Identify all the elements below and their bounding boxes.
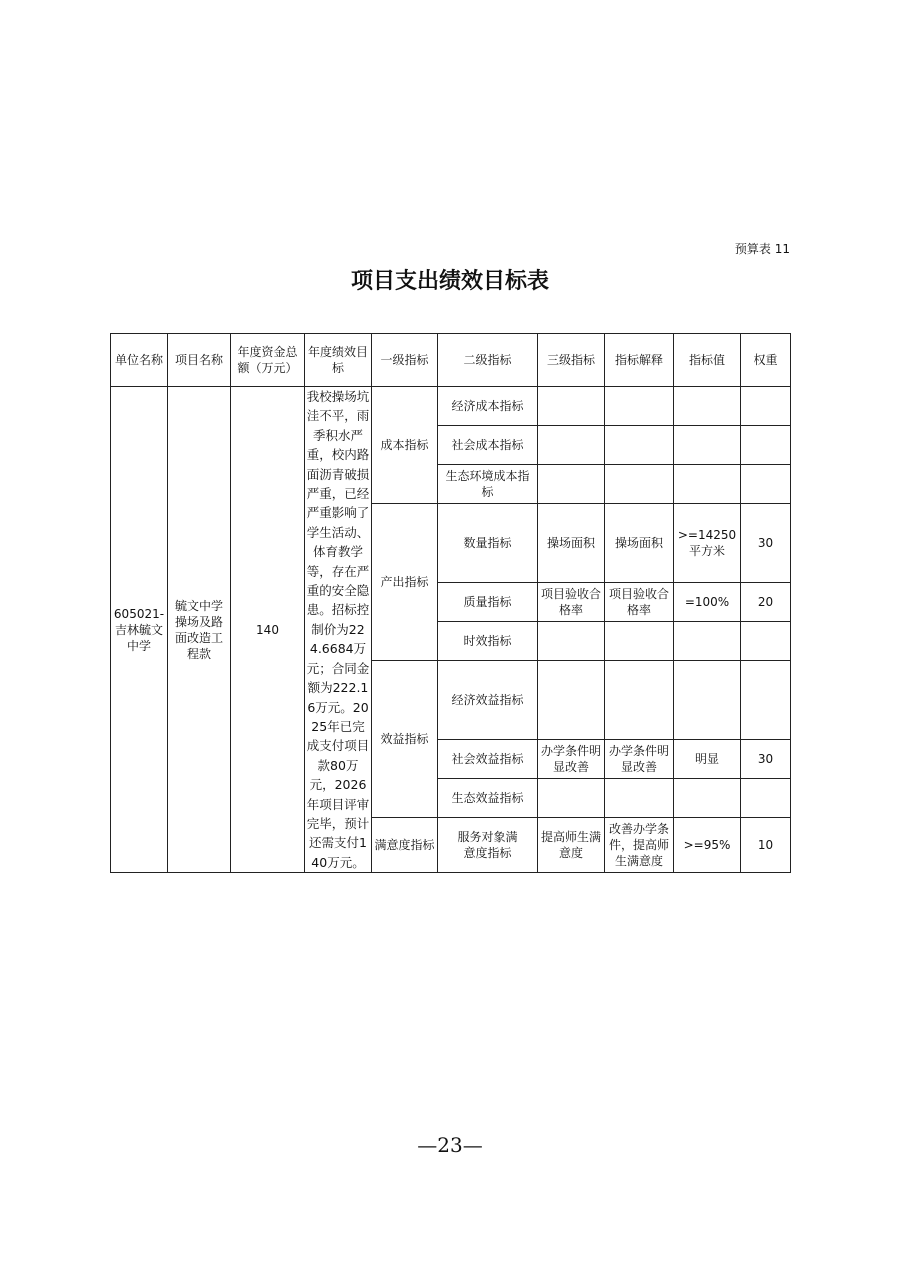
weight-cell: 10 xyxy=(741,818,791,873)
level1-cell: 成本指标 xyxy=(372,387,438,504)
header-cell: 一级指标 xyxy=(372,334,438,387)
value-cell xyxy=(674,779,741,818)
level2-cell: 社会效益指标 xyxy=(438,740,538,779)
header-row xyxy=(111,334,791,387)
header-cell: 单位名称 xyxy=(111,334,168,387)
level3-cell: 办学条件明显改善 xyxy=(538,740,605,779)
header-cell: 指标解释 xyxy=(605,334,674,387)
level2-cell: 生态环境成本指标 xyxy=(438,465,538,504)
explanation-cell: 操场面积 xyxy=(605,504,674,583)
table-tag: 预算表 11 xyxy=(734,242,790,256)
value-cell: =100% xyxy=(674,583,741,622)
level2-cell: 服务对象满意度指标 xyxy=(438,818,538,873)
value-cell xyxy=(674,622,741,661)
header-cell: 三级指标 xyxy=(538,334,605,387)
level1-cell: 效益指标 xyxy=(372,661,438,818)
level3-cell: 操场面积 xyxy=(538,504,605,583)
page-title: 项目支出绩效目标表 xyxy=(350,269,549,294)
level3-cell xyxy=(538,426,605,465)
level3-cell: 提高师生满意度 xyxy=(538,818,605,873)
header-cell: 二级指标 xyxy=(438,334,538,387)
header-cell: 权重 xyxy=(741,334,791,387)
header-cell: 指标值 xyxy=(674,334,741,387)
explanation-cell xyxy=(605,622,674,661)
header-cell: 年度绩效目标 xyxy=(305,334,372,387)
page-number: —23— xyxy=(417,1133,483,1157)
level2-cell: 经济效益指标 xyxy=(438,661,538,740)
weight-cell xyxy=(741,465,791,504)
level3-cell xyxy=(538,622,605,661)
weight-cell: 30 xyxy=(741,740,791,779)
level3-cell xyxy=(538,387,605,426)
level2-cell: 社会成本指标 xyxy=(438,426,538,465)
explanation-cell xyxy=(605,779,674,818)
performance-table xyxy=(110,333,791,873)
unit-name: 605021-吉林毓文中学 xyxy=(111,387,168,873)
level3-cell xyxy=(538,661,605,740)
weight-cell xyxy=(741,779,791,818)
weight-cell: 30 xyxy=(741,504,791,583)
level2-cell: 数量指标 xyxy=(438,504,538,583)
level2-cell: 质量指标 xyxy=(438,583,538,622)
value-cell: >=14250 平方米 xyxy=(674,504,741,583)
value-cell: 明显 xyxy=(674,740,741,779)
value-cell xyxy=(674,426,741,465)
explanation-cell xyxy=(605,426,674,465)
explanation-cell xyxy=(605,387,674,426)
value-cell xyxy=(674,465,741,504)
weight-cell xyxy=(741,661,791,740)
level3-cell xyxy=(538,465,605,504)
annual-goal: 我校操场坑洼不平，雨季积水严重，校内路面沥青破损严重，已经严重影响了学生活动、体育教学等，存在严重的安全隐患。招标控制价为224.6684万元；合同金额为222.16万元。2025年已完成支付项目款80万元，2026年项目评审完毕，预计还需支付140万元。 xyxy=(305,387,372,873)
value-cell xyxy=(674,661,741,740)
explanation-cell: 项目验收合格率 xyxy=(605,583,674,622)
header-cell: 年度资金总额（万元） xyxy=(231,334,305,387)
header-cell: 项目名称 xyxy=(168,334,231,387)
explanation-cell xyxy=(605,661,674,740)
level1-cell: 产出指标 xyxy=(372,504,438,661)
project-name: 毓文中学操场及路面改造工程款 xyxy=(168,387,231,873)
weight-cell: 20 xyxy=(741,583,791,622)
level3-cell xyxy=(538,779,605,818)
weight-cell xyxy=(741,426,791,465)
level2-cell: 时效指标 xyxy=(438,622,538,661)
level2-cell: 经济成本指标 xyxy=(438,387,538,426)
explanation-cell: 改善办学条件，提高师生满意度 xyxy=(605,818,674,873)
level2-cell: 生态效益指标 xyxy=(438,779,538,818)
annual-funds: 140 xyxy=(231,387,305,873)
table-row xyxy=(111,387,791,426)
weight-cell xyxy=(741,387,791,426)
explanation-cell xyxy=(605,465,674,504)
value-cell: >=95% xyxy=(674,818,741,873)
level3-cell: 项目验收合格率 xyxy=(538,583,605,622)
level1-cell: 满意度指标 xyxy=(372,818,438,873)
weight-cell xyxy=(741,622,791,661)
explanation-cell: 办学条件明显改善 xyxy=(605,740,674,779)
value-cell xyxy=(674,387,741,426)
